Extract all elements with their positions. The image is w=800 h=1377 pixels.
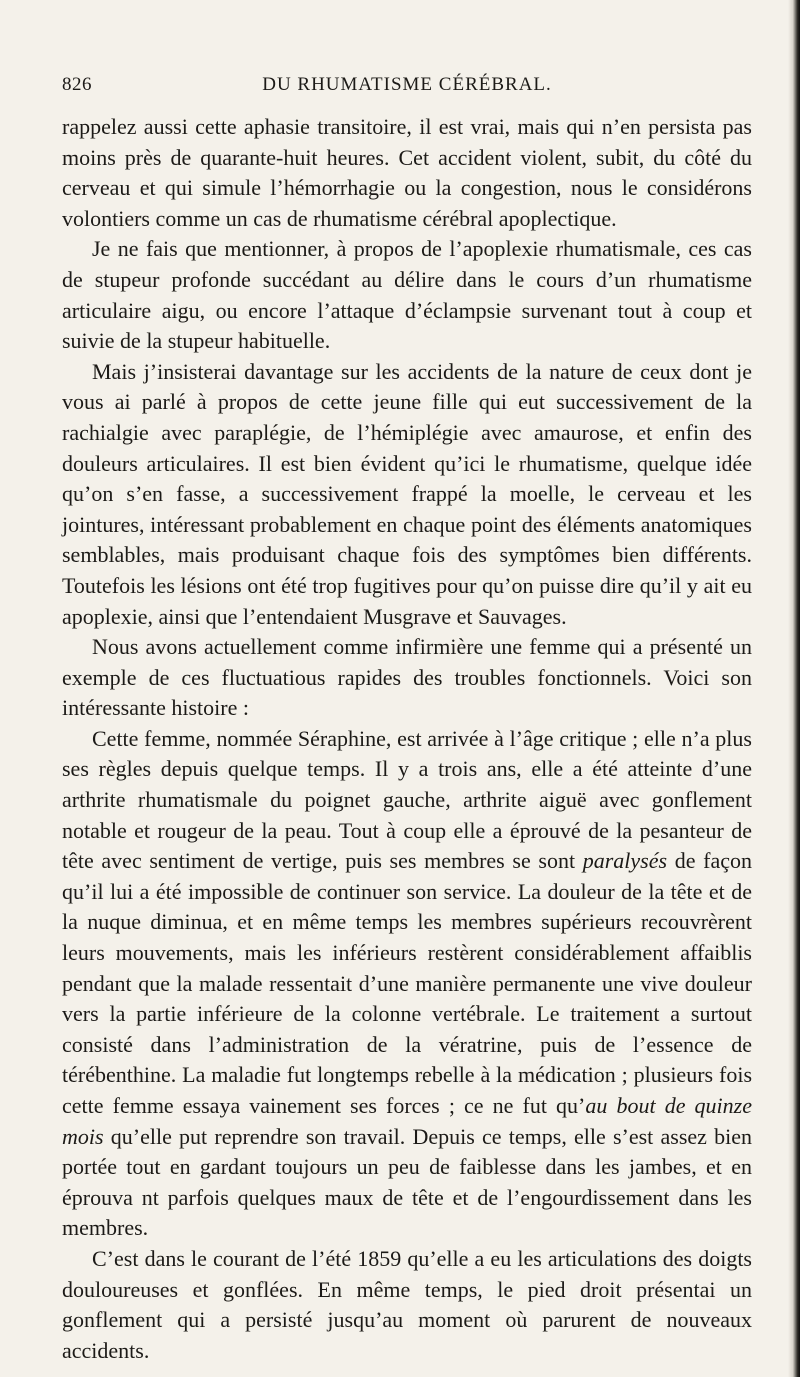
paragraph-5-part-1: Cette femme, nommée Séraphine, est arrivée à l’âge critique ; elle n’a plus ses règles depuis quelque temps. Il y a trois ans, elle a été atteinte d’une arthrite rhumatismale du poignet gauche, arthrite aiguë avec gonflement notable et rougeur de la peau. Tout à coup elle a éprouvé de la pesanteur de tête avec sentiment de vertige, puis ses membres se sont	[62, 725, 752, 874]
running-title: DU RHUMATISME CÉRÉBRAL.	[262, 74, 552, 95]
page-number: 826	[62, 74, 92, 95]
paragraph-4: Nous avons actuellement comme infirmière une femme qui a présenté un exemple de ces fluctuatious rapides des troubles fonctionnels. Voici son intéressante histoire :	[62, 634, 752, 721]
paragraph-6: C’est dans le courant de l’été 1859 qu’elle a eu les articulations des doigts douloureuses et gonflées. En même temps, le pied droit présentai un gonflement qui a persisté jusqu’au moment où parurent de nouveaux accidents.	[62, 1245, 752, 1363]
paragraph-5	[62, 724, 752, 1244]
paragraph-5-italic-1: paralysés	[582, 848, 668, 874]
paragraph-1: rappelez aussi cette aphasie transitoire, il est vrai, mais qui n’en persista pas moins près de quarante-huit heures. Cet accident violent, subit, du côté du cerveau et qui simule l’hémorrhagie ou la congestion, nous le considérons volontiers comme un cas de rhumatisme cérébral apoplectique.	[62, 114, 752, 231]
paragraph-5-part-2: de façon qu’il lui a été impossible de continuer son service. La douleur de la tête et de la nuque diminua, et en même temps les membres supérieurs recouvrèrent leurs mouvements, mais les inférieurs restèrent considérablement affaiblis pendant que la malade ressentait d’une manière permanente une vive douleur vers la partie inférieure de la colonne vertébrale. Le traitement a surtout consisté dans l’administration de la vératrine, puis de l’essence de térébenthine. La maladie fut longtemps rebelle à la médication ; plusieurs fois cette femme essaya vainement ses forces ; ce ne fut qu’	[62, 848, 753, 1118]
paragraph-5-italic-2: au bout de quinze mois	[62, 1093, 752, 1149]
book-page	[62, 74, 752, 1366]
page-header	[62, 74, 752, 104]
page-edge-shadow	[788, 0, 800, 1377]
body-text	[62, 112, 752, 1366]
paragraph-5-part-3: qu’elle put reprendre son travail. Depuis ce temps, elle s’est assez bien portée tout en gardant toujours un peu de faiblesse dans les jambes, et en éprouva nt parfois quelques maux de tête et de l’engourdissement dans les membres.	[62, 1123, 752, 1241]
paragraph-3: Mais j’insisterai davantage sur les accidents de la nature de ceux dont je vous ai parlé à propos de cette jeune fille qui eut successivement de la rachialgie avec paraplégie, de l’hémiplégie avec amaurose, et enfin des douleurs articulaires. Il est bien évident qu’ici le rhumatisme, quelque idée qu’on s’en fasse, a successivement frappé la moelle, le cerveau et les jointures, intéressant probablement en chaque point des éléments anatomiques semblables, mais produisant chaque fois des symptômes bien différents. Toutefois les lésions ont été trop fugitives pour qu’on puisse dire qu’il y ait eu apoplexie, ainsi que l’entendaient Musgrave et Sauvages.	[62, 358, 752, 629]
paragraph-2: Je ne fais que mentionner, à propos de l’apoplexie rhumatismale, ces cas de stupeur profonde succédant au délire dans le cours d’un rhumatisme articulaire aigu, ou encore l’attaque d’éclampsie survenant tout à coup et suivie de la stupeur habituelle.	[62, 236, 752, 354]
